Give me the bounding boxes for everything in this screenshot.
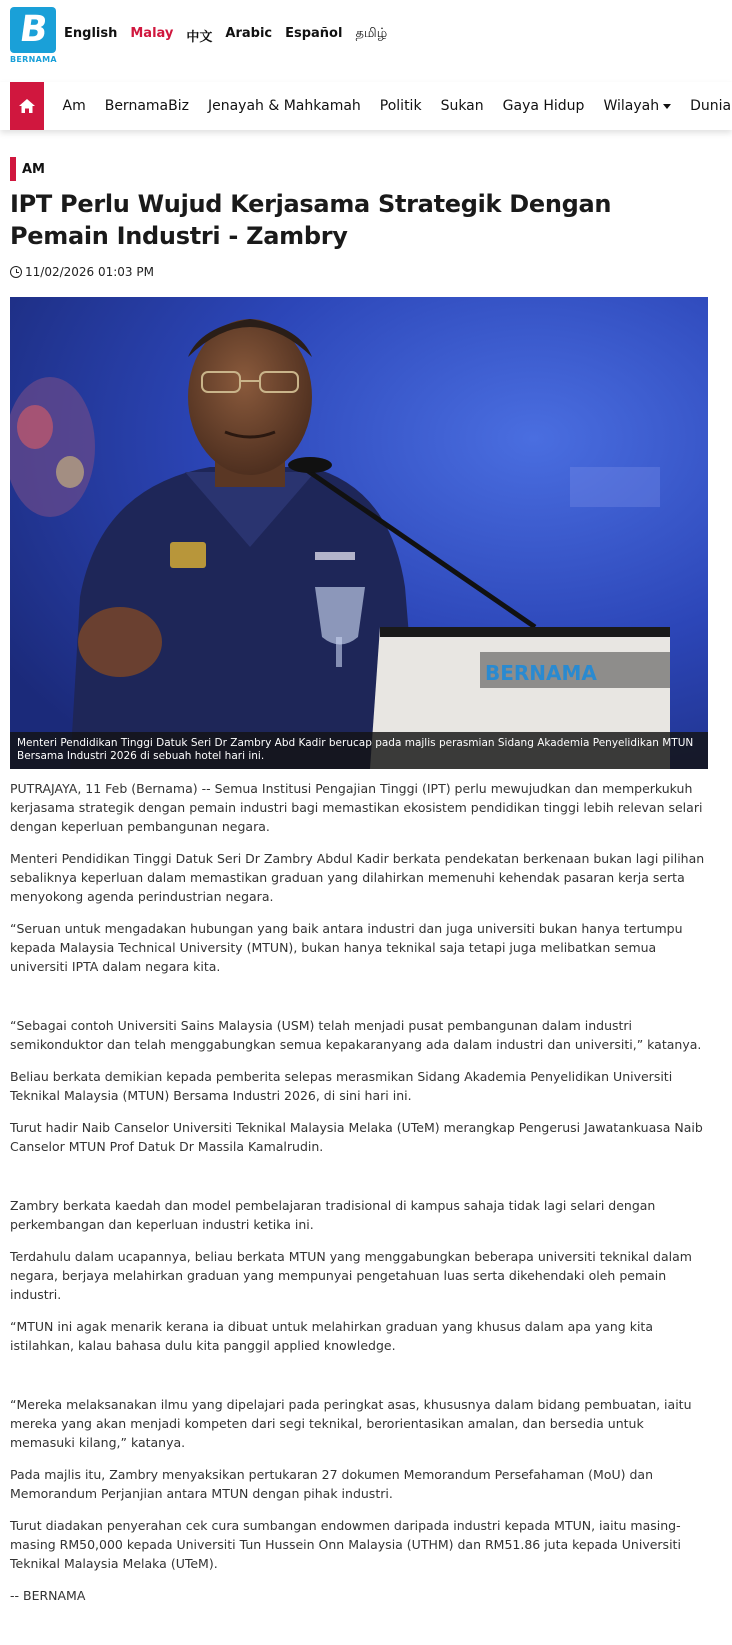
photo-watermark: BERNAMA xyxy=(485,661,597,685)
main-nav xyxy=(0,82,732,130)
paragraph: “Sebagai contoh Universiti Sains Malaysia (USM) telah menjadi pusat pembangunan dalam industri semikonduktor dan telah menggabungkan semua kepakaranyang ada dalam industri dan universiti,” katanya. xyxy=(10,1018,702,1052)
lang-malay[interactable]: Malay xyxy=(130,26,174,41)
lang-tamil[interactable]: தமிழ் xyxy=(355,26,388,41)
chevron-down-icon xyxy=(663,104,671,109)
clock-icon xyxy=(10,266,22,278)
nav-item-wilayah-label: Wilayah xyxy=(603,98,660,114)
paragraph: PUTRAJAYA, 11 Feb (Bernama) -- Semua Institusi Pengajian Tinggi (IPT) perlu mewujudkan dan memperkukuh kerjasama strategik dengan pemain industri bagi memastikan ekosistem pendidikan tinggi lebih relevan selari dengan keperluan pembangunan negara. xyxy=(10,781,703,834)
paragraph: “Mereka melaksanakan ilmu yang dipelajari pada peringkat asas, khususnya dalam bidang pembuatan, iaitu mereka yang akan menjadi kompeten dari segi teknikal, berorientasikan amalan, dan bersedia untuk memasuki kilang,” katanya. xyxy=(10,1397,692,1450)
article-category[interactable] xyxy=(10,157,45,181)
language-selector xyxy=(64,26,387,45)
nav-item-gaya-hidup[interactable]: Gaya Hidup xyxy=(502,98,585,114)
nav-item-dunia-label: Dunia xyxy=(690,98,732,114)
nav-item-am[interactable]: Am xyxy=(62,98,86,114)
category-accent-bar xyxy=(10,157,16,181)
paragraph: Turut diadakan penyerahan cek cura sumbangan endowmen daripada industri kepada MTUN, iaitu masing-masing RM50,000 kepada Universiti Tun Hussein Onn Malaysia (UTHM) dan RM51.86 juta kepada Universiti Teknikal Malaysia Melaka (UTeM). xyxy=(10,1518,681,1571)
paragraph: Zambry berkata kaedah dan model pembelajaran tradisional di kampus sahaja tidak lagi selari dengan perkembangan dan keperluan industri ketika ini. xyxy=(10,1198,656,1232)
paragraph: Beliau berkata demikian kepada pemberita selepas merasmikan Sidang Akademia Penyelidikan Universiti Teknikal Malaysia (MTUN) Bersama Industri 2026, di sini hari ini. xyxy=(10,1069,673,1103)
category-label: AM xyxy=(22,161,45,177)
home-icon xyxy=(18,98,36,114)
nav-item-bernamabiz[interactable]: BernamaBiz xyxy=(104,98,189,114)
logo-text: BERNAMA xyxy=(10,55,57,64)
paragraph: Pada majlis itu, Zambry menyaksikan pertukaran 27 dokumen Memorandum Persefahaman (MoU) dan Memorandum Perjanjian antara MTUN dengan pihak industri. xyxy=(10,1467,653,1501)
paragraph: Turut hadir Naib Canselor Universiti Teknikal Malaysia Melaka (UTeM) merangkap Pengerusi Jawatankuasa Naib Canselor MTUN Prof Datuk Dr Massila Kamalrudin. xyxy=(10,1120,703,1154)
lang-chinese[interactable]: 中文 xyxy=(186,30,213,45)
paragraph: “MTUN ini agak menarik kerana ia dibuat untuk melahirkan graduan yang khusus dalam apa yang kita istilahkan, kalau bahasa dulu kita panggil applied knowledge. xyxy=(10,1319,653,1353)
nav-item-dunia[interactable] xyxy=(681,98,732,114)
logo-mark: B xyxy=(10,7,56,53)
home-button[interactable] xyxy=(10,82,44,130)
article-date-text: 11/02/2026 01:03 PM xyxy=(25,265,154,279)
top-bar xyxy=(0,0,732,78)
nav-item-jenayah-mahkamah[interactable]: Jenayah & Mahkamah xyxy=(207,98,361,114)
article-title: IPT Perlu Wujud Kerjasama Strategik Dengan Pemain Industri - Zambry xyxy=(10,190,612,250)
nav-item-politik[interactable]: Politik xyxy=(379,98,422,114)
lang-arabic[interactable]: Arabic xyxy=(225,26,273,41)
article-photo xyxy=(10,297,708,769)
paragraph: “Seruan untuk mengadakan hubungan yang baik antara industri dan juga universiti bukan hanya tertumpu kepada Malaysia Technical University (MTUN), bukan hanya teknikal saja tetapi juga melibatkan semua universiti IPTA dalam negara kita. xyxy=(10,921,683,974)
article-body xyxy=(10,779,710,1618)
nav-item-wilayah[interactable] xyxy=(594,98,681,114)
paragraph: Menteri Pendidikan Tinggi Datuk Seri Dr Zambry Abdul Kadir berkata pendekatan berkenaan bukan lagi pilihan sebaliknya keperluan dalam memastikan graduan yang dilahirkan memenuhi kehendak pasaran kerja serta menyokong agenda perindustrian negara. xyxy=(10,851,705,904)
nav-item-sukan[interactable]: Sukan xyxy=(440,98,484,114)
article-date xyxy=(10,265,154,279)
byline: -- BERNAMA xyxy=(10,1588,86,1603)
photo-illustration xyxy=(10,297,708,769)
bernama-logo[interactable] xyxy=(10,7,58,65)
lang-english[interactable]: English xyxy=(64,26,118,41)
lang-espanol[interactable]: Español xyxy=(285,26,343,41)
paragraph: Terdahulu dalam ucapannya, beliau berkata MTUN yang menggabungkan beberapa universiti teknikal dalam negara, berjaya melahirkan graduan yang mempunyai pengetahuan luas serta dikehendaki oleh pemain industri. xyxy=(10,1249,692,1302)
image-caption: Menteri Pendidikan Tinggi Datuk Seri Dr Zambry Abd Kadir berucap pada majlis perasmian Sidang Akademia Penyelidikan MTUN Bersama Industri 2026 di sebuah hotel hari ini. xyxy=(10,732,708,769)
